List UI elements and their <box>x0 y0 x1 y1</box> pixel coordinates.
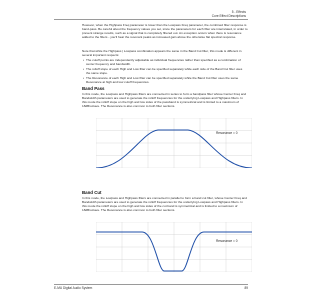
footer-divider <box>54 284 248 285</box>
band-cut-plot-label: Resonance = 0 <box>216 239 238 243</box>
band-pass-description: In this mode, the Lowpass and Highpass filters are connected in series to form a bandpass filter whose Center Freq and Bandwidth parameters are used to generate the rolloff frequencies for the underlying Lowpass and Highpass filters. In this mode the rolloff slope on the high and low sides of the passband is symmetrical and is limited to a maximum of 18dB/octave. The Resonance is also common to both filter sections. <box>82 92 247 109</box>
footer-title: E-MU Digital Audio System <box>54 286 93 290</box>
running-header <box>212 10 246 18</box>
band-cut-description: In this mode, the Lowpass and Highpass filters are connected in parallel to form a band cut filter, whose Center Freq and Bandwidth parameters are used to generate the rolloff frequencies for the underlying Lowpass and Highpass filters. In this mode the rolloff slope on the high and low sides of the cut band is symmetrical and is limited to a maximum of 18dB/octave. The Resonance is also common to both filter sections. <box>82 196 247 213</box>
bullet-icon: • <box>83 76 85 80</box>
bullet-text: The cutoff points are independently adjustable as individual frequencies rather than specified as a combination of center frequency and bandwidth. <box>86 58 241 67</box>
bullet-item-1 <box>83 58 246 67</box>
intro-paragraph-1: However, when the Highpass Freq parameter is lower than the Lowpass Freq parameter, the combined filter response is band-pass. Be careful about the frequency values you set, since the parameters for each filter are interrelated, in order to prevent strange results, such as a signal that is completely filtered out. An exception occurs when there is resonance added to the filters - you'll hear the resonant peaks as increased gain above the otherwise flat spectral response. <box>82 23 248 40</box>
bullet-item-3 <box>83 76 246 85</box>
bullet-text: The rolloff slope of each High and Low filter can be specified separately while each side of the Band Cut filter uses the same slope. <box>86 67 243 76</box>
bullet-icon: • <box>83 67 85 71</box>
header-section: Core Effect Descriptions <box>211 14 246 18</box>
header-chapter: 5 - Effects <box>231 10 246 14</box>
bullet-item-2 <box>83 67 246 76</box>
band-cut-heading: Band Cut <box>82 190 102 195</box>
band-cut-response-plot <box>96 222 252 272</box>
bullet-text: The Resonance of each High and Low filter can be specified separately while the Band Cut filter uses the same Resonance at high and low cutoff frequencies. <box>86 76 239 85</box>
page-number: 89 <box>244 286 248 290</box>
band-pass-plot-label: Resonance = 0 <box>216 131 238 135</box>
plot-grid <box>96 222 252 272</box>
intro-paragraph-2: Note that while the Highpass | Lowpass combination appears the same in the Band Cut filter, this mode is different in several important respects: <box>82 49 242 58</box>
band-pass-response-plot <box>96 118 252 168</box>
header-divider <box>54 19 248 20</box>
bullet-icon: • <box>83 58 85 62</box>
band-pass-heading: Band Pass <box>82 86 105 91</box>
